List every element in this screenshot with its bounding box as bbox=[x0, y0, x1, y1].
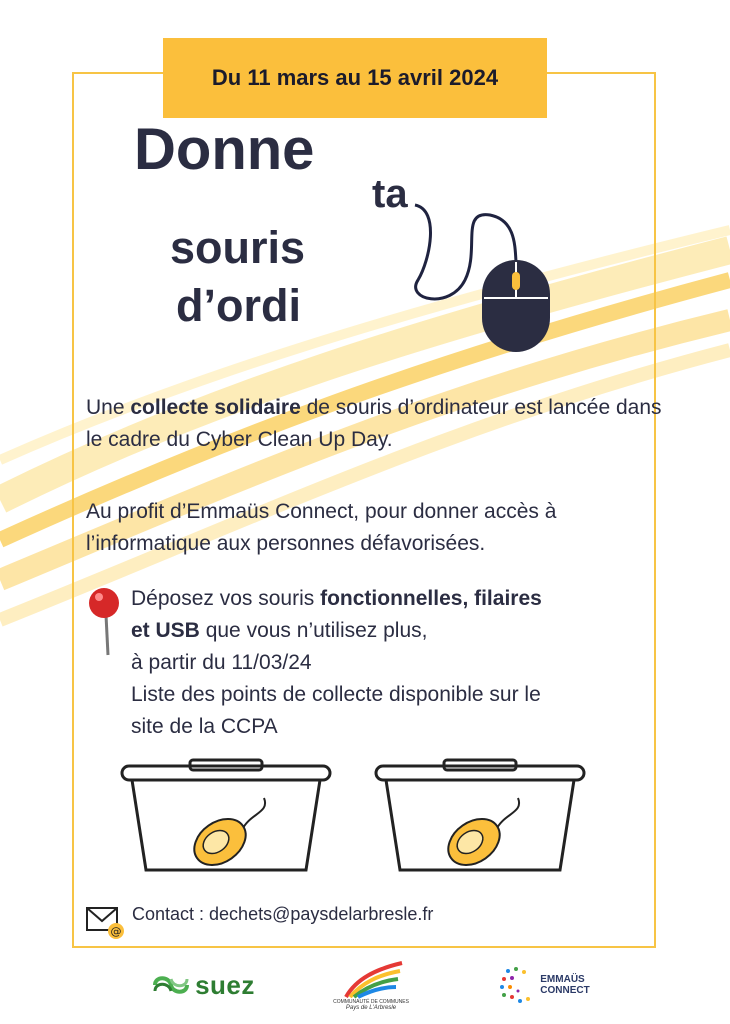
deposit-l2-bold: et USB bbox=[131, 619, 200, 642]
collection-bin-icon bbox=[120, 758, 332, 878]
emmaus-connect-logo bbox=[494, 955, 594, 1015]
ccpa-logo bbox=[326, 955, 416, 1015]
intro-paragraph-2: Au profit d’Emmaüs Connect, pour donner accès à l’informatique aux personnes défavorisées. bbox=[86, 500, 557, 555]
title-donne: Donne bbox=[134, 117, 315, 182]
intro-p1-text-a: Une bbox=[86, 396, 131, 419]
deposit-line-4: Liste des points de collecte disponible sur le bbox=[131, 683, 541, 706]
intro-p1-bold: collecte solidaire bbox=[130, 396, 301, 419]
suez-wordmark: suez bbox=[195, 969, 255, 1000]
contact-email[interactable]: Contact : dechets@paysdelarbresle.fr bbox=[132, 904, 434, 924]
ccpa-line-1: COMMUNAUTÉ DE COMMUNES bbox=[333, 999, 409, 1005]
ccpa-line-2: Pays de L'Arbresle bbox=[345, 1005, 397, 1011]
title-ta: ta bbox=[372, 172, 408, 216]
svg-text:@: @ bbox=[110, 925, 122, 938]
computer-mouse-icon bbox=[410, 200, 575, 360]
deposit-line-2 bbox=[131, 615, 651, 647]
date-banner bbox=[163, 38, 547, 118]
map-pin-icon bbox=[86, 585, 126, 657]
deposit-instructions bbox=[131, 583, 651, 743]
date-text: Du 11 mars au 15 avril 2024 bbox=[211, 65, 499, 90]
collection-bin-icon bbox=[374, 758, 586, 878]
deposit-line-5: site de la CCPA bbox=[131, 715, 278, 738]
suez-mark-icon bbox=[151, 970, 191, 1000]
emmaus-line-1: EMMAÜS bbox=[540, 974, 585, 985]
deposit-l1-bold: fonctionnelles, filaires bbox=[320, 587, 542, 610]
deposit-line-3: à partir du 11/03/24 bbox=[131, 651, 312, 674]
deposit-l2-text: que vous n’utilisez plus, bbox=[199, 619, 428, 642]
intro-p1-text-b: de souris d’ordinateur est lancée dans le cadre du Cyber Clean Up Day. bbox=[86, 396, 662, 451]
title-dordi: d’ordi bbox=[176, 280, 301, 331]
suez-logo bbox=[138, 955, 268, 1015]
mail-icon bbox=[86, 906, 126, 940]
ccpa-mark-icon bbox=[336, 959, 406, 999]
emmaus-mark-icon bbox=[498, 963, 536, 1007]
title-souris: souris bbox=[170, 222, 306, 273]
deposit-line-1 bbox=[131, 583, 651, 615]
emmaus-line-2: CONNECT bbox=[540, 985, 590, 996]
deposit-l1-text: Déposez vos souris bbox=[131, 587, 321, 610]
intro-paragraph-1 bbox=[86, 392, 666, 456]
